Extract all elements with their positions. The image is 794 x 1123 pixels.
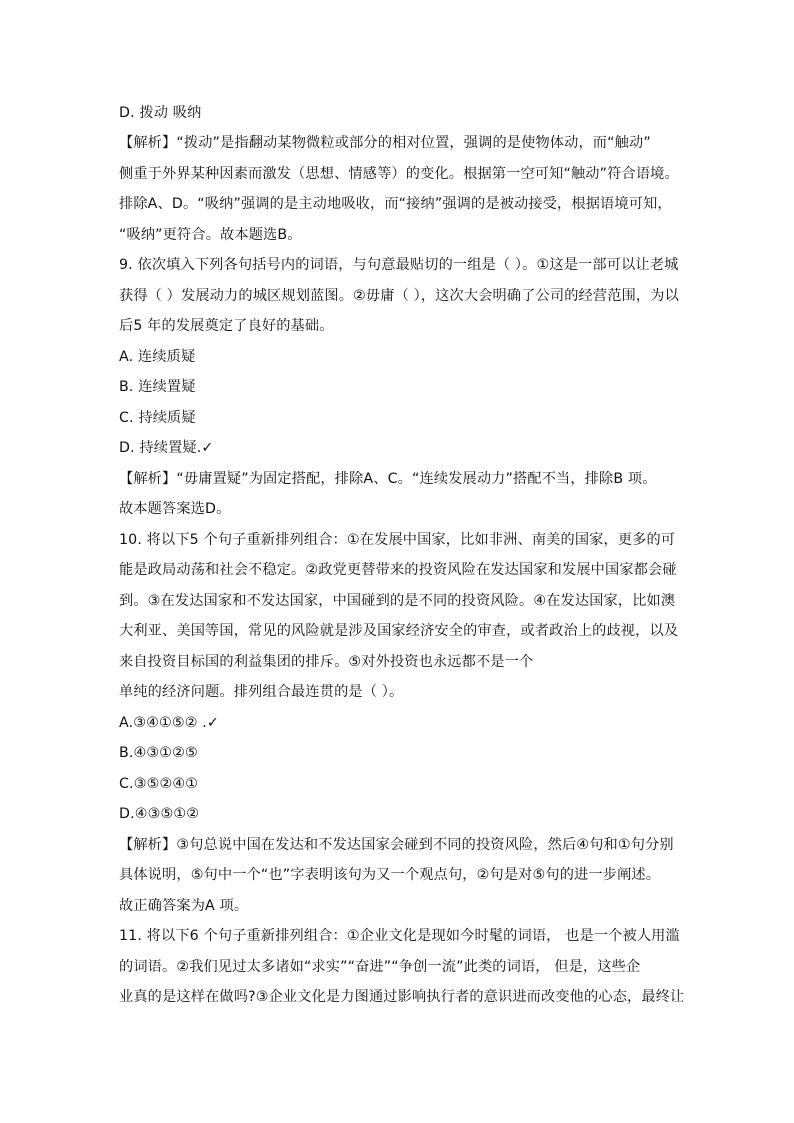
question-10-option-d: D.④③⑤①② <box>119 806 200 822</box>
question-9-text: 后5 年的发展奠定了良好的基础。 <box>119 318 334 334</box>
question-10-option-c: C.③⑤②④① <box>119 776 199 792</box>
question-9-analysis: 【解析】“毋庸置疑”为固定搭配，排除A、C。“连续发展动力”搭配不当，排除B 项。 <box>119 471 657 487</box>
question-10-text: 来自投资目标国的利益集团的排斥。⑤对外投资也永远都不是一个 <box>119 654 534 670</box>
question-9-text: 9. 依次填入下列各句括号内的词语，与句意最贴切的一组是（ ）。①这是一部可以让老城 <box>119 257 679 273</box>
question-10-analysis: 故正确答案为A 项。 <box>119 898 249 914</box>
question-10-text: 10. 将以下5 个句子重新排列组合：①在发展中国家，比如非洲、南美的国家，更多的可 <box>119 532 676 548</box>
question-10-analysis: 具体说明，⑤句中一个“也”字表明该句为又一个观点句，②句是对⑤句的进一步阐述。 <box>119 867 661 883</box>
question-11-text: 业真的是这样在做吗?③企业文化是力图通过影响执行者的意识进而改变他的心态，最终让 <box>119 989 685 1005</box>
analysis-paragraph-line: 侧重于外界某种因素而激发（思想、情感等）的变化。根据第一空可知“触动”符合语境。 <box>119 166 679 182</box>
question-9-option-c: C. 持续质疑 <box>119 410 196 426</box>
question-9-analysis: 故本题答案选D。 <box>119 501 231 517</box>
question-9-option-d: D. 持续置疑.✓ <box>119 440 214 456</box>
question-10-analysis: 【解析】③句总说中国在发达和不发达国家会碰到不同的投资风险，然后④句和①句分别 <box>119 837 674 853</box>
question-9-option-b: B. 连续置疑 <box>119 379 196 395</box>
question-9-text: 获得（ ）发展动力的城区规划蓝图。②毋庸（ ），这次大会明确了公司的经营范围，为以 <box>119 288 679 304</box>
option-d-previous-question: D. 拨动 吸纳 <box>119 105 202 121</box>
question-10-text: 能是政局动荡和社会不稳定。②政党更替带来的投资风险在发达国家和发展中国家都会碰 <box>119 562 677 578</box>
question-10-text: 到。③在发达国家和不发达国家，中国碰到的是不同的投资风险。④在发达国家，比如澳 <box>119 593 676 609</box>
question-10-text: 单纯的经济问题。排列组合最连贯的是（ ）。 <box>119 684 404 700</box>
question-9-option-a: A. 连续质疑 <box>119 349 196 365</box>
question-10-text: 大利亚、美国等国，常见的风险就是涉及国家经济安全的审查，或者政治上的歧视，以及 <box>119 623 679 639</box>
question-10-option-a: A.③④①⑤② .✓ <box>119 715 219 731</box>
question-10-option-b: B.④③①②⑤ <box>119 745 198 761</box>
question-11-text: 的词语。②我们见过太多诸如“求实”“奋进”“争创一流”此类的词语， 但是，这些企 <box>119 959 641 975</box>
analysis-paragraph-line: 排除A、D。“吸纳”强调的是主动地吸收，而“接纳”强调的是被动接受，根据语境可知， <box>119 196 672 212</box>
question-11-text: 11. 将以下6 个句子重新排列组合：①企业文化是现如今时髦的词语， 也是一个被人用滥 <box>119 928 680 944</box>
analysis-paragraph-line: 【解析】“拨动”是指翻动某物微粒或部分的相对位置，强调的是使物体动，而“触动” <box>119 135 651 151</box>
analysis-paragraph-line: “吸纳”更符合。故本题选B。 <box>119 227 302 243</box>
